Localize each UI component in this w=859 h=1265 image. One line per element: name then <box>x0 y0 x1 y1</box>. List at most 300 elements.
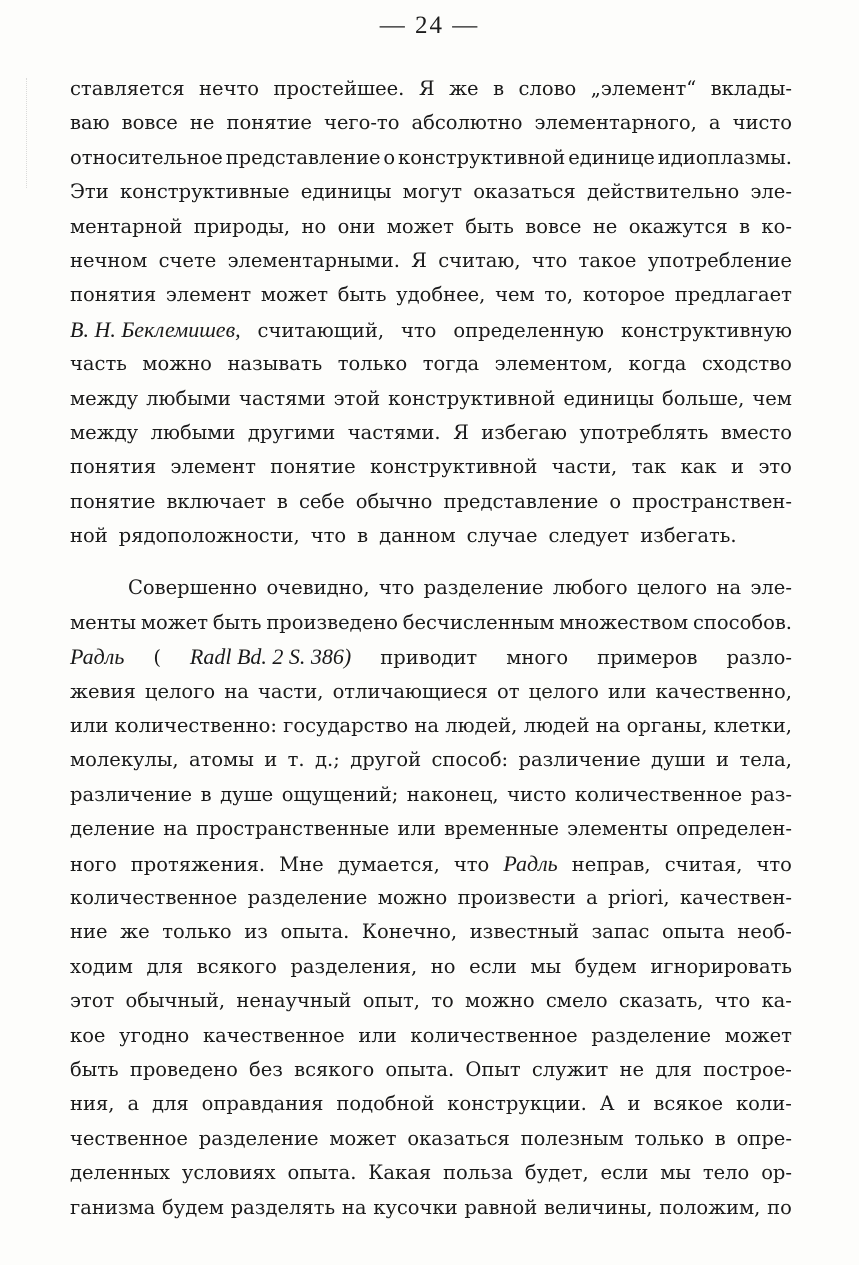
word: priori, <box>608 885 670 909</box>
word: что <box>531 248 568 272</box>
text-line <box>70 450 792 484</box>
word: включает <box>166 489 266 513</box>
word: ор- <box>761 1161 792 1185</box>
word: определенную <box>453 318 605 342</box>
word: опыта. <box>287 1161 357 1185</box>
text-line <box>70 1019 792 1053</box>
word: только <box>337 352 408 376</box>
text-line <box>70 1122 792 1156</box>
word: ной <box>70 524 108 548</box>
word: т. <box>287 748 305 772</box>
word: примеров <box>597 646 698 670</box>
word: целого <box>144 679 216 703</box>
word: всякого <box>294 1057 375 1081</box>
word: опре- <box>736 1126 792 1150</box>
word: случае <box>466 524 538 548</box>
word: элементы <box>567 817 668 841</box>
word: себе <box>298 489 345 513</box>
word: и <box>716 748 730 772</box>
word: произвести <box>457 885 576 909</box>
text-line <box>70 141 792 175</box>
word: приводит <box>380 646 478 670</box>
word: опыта. <box>280 920 350 944</box>
word: количественно: <box>114 714 277 738</box>
word: нечто <box>199 77 260 100</box>
word: быть <box>337 283 387 307</box>
text-line <box>70 950 792 984</box>
word: людей <box>523 714 590 738</box>
word: которое <box>582 283 666 307</box>
word: можно <box>465 989 535 1013</box>
word: разделение <box>198 1126 319 1150</box>
word: пространствен- <box>632 489 792 513</box>
word: так <box>631 455 667 479</box>
word: а <box>708 111 721 135</box>
text-line <box>70 709 792 743</box>
word: может <box>724 1023 792 1047</box>
word: качествен- <box>679 885 792 909</box>
word: чисто <box>732 111 792 135</box>
word: различение <box>70 782 193 806</box>
word: будем <box>574 954 637 978</box>
word: понятия <box>70 283 157 307</box>
word: ментарной <box>70 214 183 238</box>
word: Я <box>418 77 435 100</box>
word: идиоплазмы. <box>657 145 792 169</box>
word: Мне <box>279 852 324 876</box>
word: Какая <box>368 1161 432 1185</box>
word: элементарного, <box>534 111 697 135</box>
word: в <box>493 77 505 100</box>
text-line <box>70 571 792 605</box>
word: как <box>680 455 717 479</box>
word: людей, <box>445 714 518 738</box>
text-line <box>70 72 792 106</box>
word: может <box>386 214 454 238</box>
word: на <box>224 679 249 703</box>
word: количественное <box>70 885 238 909</box>
word: тела, <box>739 748 792 772</box>
word: на <box>163 817 188 841</box>
word: употребление <box>647 248 792 272</box>
word: наконец, <box>406 782 499 806</box>
word: и <box>627 1092 641 1116</box>
word: можно <box>142 352 212 376</box>
word: разделения, <box>290 954 418 978</box>
word: качественное <box>202 1023 345 1047</box>
word: нечном <box>70 248 148 272</box>
word: любыми <box>146 386 231 410</box>
word: о <box>383 145 396 169</box>
word: называть <box>227 352 323 376</box>
word: вовсе <box>525 214 582 238</box>
word: много <box>506 646 569 670</box>
word: души <box>651 748 706 772</box>
word: между <box>70 420 139 444</box>
word: целого <box>528 679 599 703</box>
word: что <box>714 989 751 1013</box>
italic-word: Radl Bd. 2 S. 386) <box>189 644 352 670</box>
word: только <box>162 920 232 944</box>
word: раз- <box>750 782 792 806</box>
word: служит <box>531 1057 609 1081</box>
word: без <box>249 1057 283 1081</box>
word: условиях <box>181 1161 276 1185</box>
word: же <box>449 77 479 100</box>
word: разделять <box>230 1195 336 1219</box>
italic-word: В. Н. Беклемишев, <box>70 316 241 342</box>
word: тело <box>702 1161 750 1185</box>
word: что <box>453 852 490 876</box>
word: по <box>767 1195 792 1219</box>
page-number: — 24 — <box>379 12 480 39</box>
word: чем <box>495 283 535 307</box>
text-line <box>70 106 792 140</box>
word: природы, <box>193 214 291 238</box>
paragraph-gap <box>70 553 792 571</box>
word: смело <box>545 989 608 1013</box>
word: этот <box>70 989 115 1013</box>
word: ганизма <box>70 1195 156 1219</box>
text-line <box>70 416 792 450</box>
word: ненаучный <box>236 989 352 1013</box>
word: чего-то <box>323 111 400 135</box>
word: относительное <box>70 145 223 169</box>
word: Я <box>453 420 469 444</box>
word: быть <box>70 1057 119 1081</box>
word: конструктивной <box>370 455 538 479</box>
word: считаю, <box>438 248 521 272</box>
word: слово <box>518 77 577 100</box>
word: части, <box>551 455 618 479</box>
word: бесчисленным <box>402 610 555 634</box>
text-line <box>70 984 792 1018</box>
word: ного <box>70 852 117 876</box>
word: представление <box>225 145 381 169</box>
word: в <box>739 214 751 238</box>
word: избегаю <box>481 420 568 444</box>
word: для <box>655 1057 692 1081</box>
word: количественное <box>410 1023 578 1047</box>
text-line <box>70 881 792 915</box>
text-line <box>70 210 792 244</box>
word: они <box>337 214 376 238</box>
word: окажутся <box>628 214 728 238</box>
word: и <box>731 455 745 479</box>
word: на <box>716 576 742 600</box>
word: вместо <box>720 420 792 444</box>
word: на <box>595 714 621 738</box>
word: д.; <box>315 748 340 772</box>
word: эле- <box>750 180 792 204</box>
word: разло- <box>726 646 792 670</box>
text-line <box>70 175 792 209</box>
word: ния, <box>70 1092 115 1116</box>
word: эле- <box>750 576 792 600</box>
text-line <box>70 382 792 416</box>
word: сказать, <box>618 989 704 1013</box>
text-line <box>70 743 792 777</box>
word: разделение <box>591 1023 712 1047</box>
word: любыми <box>150 420 236 444</box>
word: ощущений; <box>281 782 399 806</box>
word: ние <box>70 920 108 944</box>
word: то <box>431 989 454 1013</box>
text-line <box>70 485 792 519</box>
word: пространственные <box>196 817 390 841</box>
word: могут <box>402 180 463 204</box>
word: проведено <box>129 1057 238 1081</box>
text-line <box>70 244 792 278</box>
text-line <box>70 519 792 553</box>
word: простейшее. <box>273 77 405 100</box>
word: способов. <box>693 610 792 634</box>
text-line <box>70 1087 792 1121</box>
word: неправ, <box>571 852 651 876</box>
word: абсолютно <box>411 111 523 135</box>
word: атомы <box>189 748 254 772</box>
word: величины, <box>543 1195 653 1219</box>
text-line <box>70 812 792 846</box>
word: запас <box>591 920 650 944</box>
word: жевия <box>70 679 136 703</box>
text-line <box>70 278 792 312</box>
word: элементом, <box>494 352 614 376</box>
word: считающий, <box>257 318 385 342</box>
word: ставляется <box>70 77 185 100</box>
word: чисто <box>507 782 567 806</box>
text-line <box>70 1191 792 1225</box>
word: целого <box>636 576 708 600</box>
word: разделение <box>423 576 544 600</box>
word: душе <box>220 782 274 806</box>
word: a <box>586 885 598 909</box>
word: не <box>189 111 215 135</box>
word: что <box>756 852 792 876</box>
word: может <box>329 1126 397 1150</box>
word: менты <box>70 610 137 634</box>
word: обычный, <box>125 989 226 1013</box>
word: если <box>469 954 517 978</box>
word: чественное <box>70 1126 188 1150</box>
word: для <box>152 1092 189 1116</box>
word: конструктивную <box>620 318 792 342</box>
word: что <box>401 318 437 342</box>
word: данном <box>379 524 456 548</box>
word: определен- <box>676 817 792 841</box>
word: вовсе <box>121 111 178 135</box>
word: конструктивной <box>398 145 566 169</box>
word: частями. <box>347 420 441 444</box>
word: Конечно, <box>361 920 458 944</box>
word: ко- <box>761 214 792 238</box>
word: опыта. <box>385 1057 455 1081</box>
word: будем <box>162 1195 224 1219</box>
word: молекулы, <box>70 748 179 772</box>
word: или <box>607 679 647 703</box>
word: вклады- <box>710 77 792 100</box>
word: частями <box>238 386 326 410</box>
word: всякого <box>196 954 277 978</box>
word: польза <box>443 1161 514 1185</box>
word: удобнее, <box>396 283 486 307</box>
word: такое <box>578 248 637 272</box>
word: из <box>244 920 268 944</box>
word: не <box>619 1057 645 1081</box>
word: единицы <box>300 180 392 204</box>
word: быть <box>465 214 514 238</box>
word: равной <box>464 1195 538 1219</box>
italic-word: Радль <box>70 644 125 670</box>
word: ( <box>153 646 161 670</box>
word: органы, <box>626 714 708 738</box>
word: это <box>758 455 792 479</box>
word: качественно, <box>655 679 792 703</box>
word: количественное <box>574 782 743 806</box>
text-line <box>70 606 792 640</box>
word: чем <box>752 386 792 410</box>
word: только <box>634 1126 704 1150</box>
word: на <box>414 714 439 738</box>
word: в <box>714 1126 726 1150</box>
word: подобной <box>336 1092 435 1116</box>
word: деление <box>70 817 156 841</box>
word: когда <box>628 352 687 376</box>
word: не <box>592 214 618 238</box>
word: но <box>301 214 327 238</box>
text-line <box>70 915 792 949</box>
word: игнорировать <box>650 954 792 978</box>
text-line <box>70 640 792 674</box>
word: оказаться <box>473 180 576 204</box>
word: кусочки <box>373 1195 458 1219</box>
word: оказаться <box>407 1126 510 1150</box>
word: А <box>599 1092 615 1116</box>
text-line <box>70 778 792 812</box>
word: другой <box>350 748 422 772</box>
word: понятие <box>270 455 356 479</box>
word: на <box>341 1195 367 1219</box>
text-line <box>70 1053 792 1087</box>
word: кое <box>70 1023 106 1047</box>
word: протяжения. <box>130 852 266 876</box>
word: для <box>146 954 184 978</box>
word: больше, <box>661 386 745 410</box>
word: тогда <box>422 352 480 376</box>
word: и <box>264 748 278 772</box>
word: этой <box>333 386 381 410</box>
word: множеством <box>559 610 689 634</box>
word: между <box>70 386 139 410</box>
word: Опыт <box>465 1057 521 1081</box>
word: элемент <box>170 455 256 479</box>
word: рядоположности, <box>118 524 300 548</box>
word: предлагает <box>674 283 792 307</box>
word: обычно <box>355 489 433 513</box>
word: действительно <box>586 180 740 204</box>
word: конструктивные <box>119 180 290 204</box>
word: понятие <box>70 489 156 513</box>
word: в <box>357 524 369 548</box>
word: или <box>358 1023 397 1047</box>
word: мы <box>660 1161 691 1185</box>
word: что <box>310 524 347 548</box>
word: можно <box>377 885 448 909</box>
word: быть <box>212 610 262 634</box>
word: необ- <box>737 920 792 944</box>
word: отличающиеся <box>332 679 488 703</box>
italic-word: Радль <box>503 850 558 876</box>
word: считая, <box>664 852 743 876</box>
word: но <box>430 954 456 978</box>
word: единице <box>568 145 655 169</box>
word: а <box>127 1092 140 1116</box>
word: любого <box>552 576 628 600</box>
word: то, <box>544 283 574 307</box>
word: очевидно, <box>266 576 370 600</box>
body-text <box>70 72 792 1225</box>
word: в <box>200 782 212 806</box>
text-line <box>70 347 792 381</box>
word: может <box>260 283 329 307</box>
word: сходство <box>701 352 792 376</box>
word: части, <box>257 679 324 703</box>
word: элемент <box>165 283 252 307</box>
word: если <box>600 1161 649 1185</box>
word: о <box>609 489 622 513</box>
word: что <box>378 576 415 600</box>
word: или <box>397 817 436 841</box>
word: употреблять <box>579 420 709 444</box>
word: ка- <box>761 989 792 1013</box>
word: думается, <box>337 852 440 876</box>
word: произведено <box>266 610 398 634</box>
word: всякое <box>653 1092 724 1116</box>
word: ходим <box>70 954 133 978</box>
word: угодно <box>119 1023 190 1047</box>
word: Я <box>411 248 427 272</box>
word: „элемент“ <box>590 77 697 100</box>
word: Совершенно <box>128 576 258 600</box>
word: коли- <box>735 1092 792 1116</box>
text-line <box>70 1156 792 1190</box>
word: деленных <box>70 1161 170 1185</box>
word: способ: <box>431 748 509 772</box>
word: элементарными. <box>227 248 400 272</box>
word: же <box>120 920 150 944</box>
word: или <box>70 714 109 738</box>
text-line <box>70 847 792 881</box>
word: другими <box>247 420 336 444</box>
word: в <box>276 489 288 513</box>
word: счете <box>158 248 217 272</box>
word: от <box>497 679 520 703</box>
paragraph <box>70 72 792 553</box>
text-line <box>70 675 792 709</box>
word: будет, <box>524 1161 589 1185</box>
word: временные <box>444 817 559 841</box>
word: представление <box>443 489 599 513</box>
word: может <box>140 610 209 634</box>
word: Эти <box>70 180 109 204</box>
word: разделение <box>247 885 368 909</box>
word: конструкции. <box>447 1092 587 1116</box>
word: построе- <box>703 1057 792 1081</box>
page-edge-specks <box>26 78 35 188</box>
word: часть <box>70 352 127 376</box>
word: опыт, <box>362 989 420 1013</box>
word: клетки, <box>713 714 792 738</box>
